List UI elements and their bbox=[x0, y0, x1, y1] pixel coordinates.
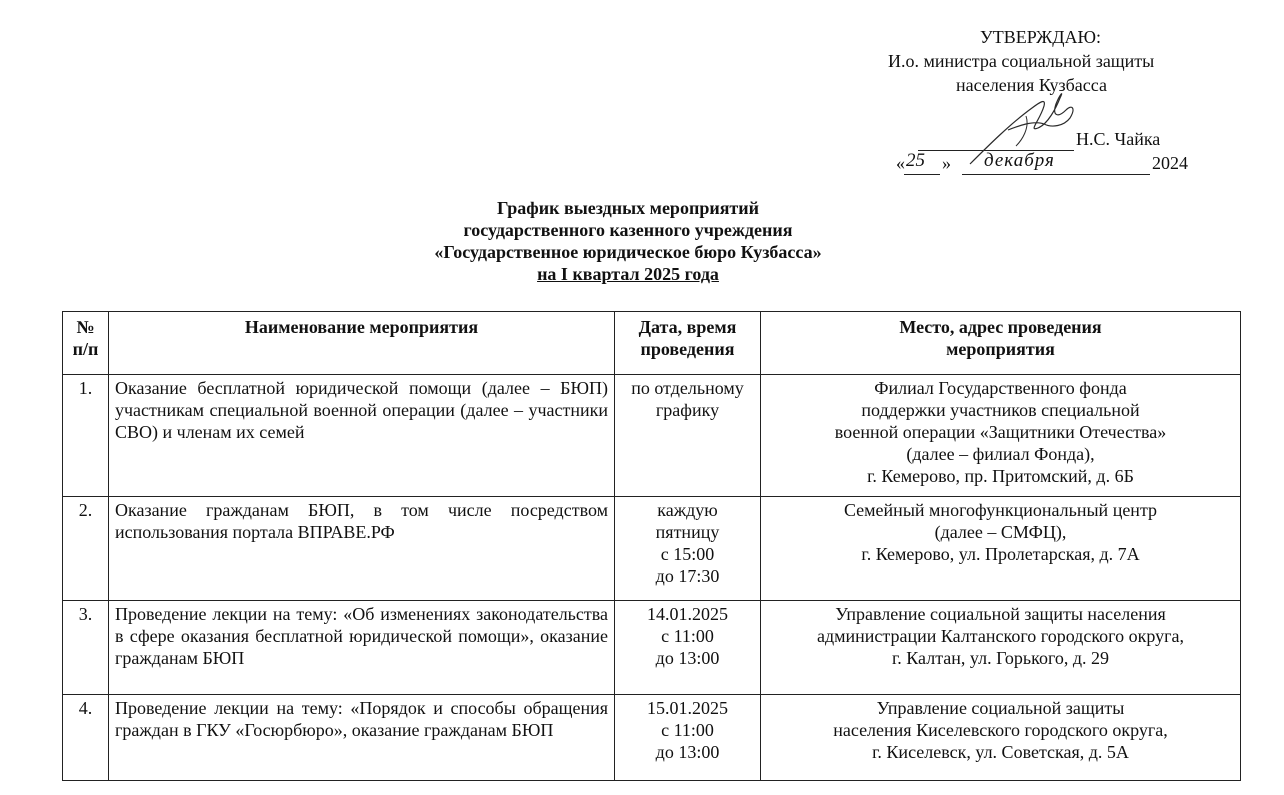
row-date bbox=[615, 601, 761, 695]
header-date bbox=[615, 312, 761, 375]
heading-line1: График выездных мероприятий bbox=[496, 198, 760, 218]
row-event-name: Оказание гражданам БЮП, в том числе посредством использования портала ВПРАВЕ.РФ bbox=[109, 497, 615, 601]
date-quote-open: « bbox=[896, 153, 905, 173]
row-num: 2. bbox=[63, 497, 109, 601]
row-date-line: по отдельному bbox=[631, 378, 744, 398]
row-place-line: Управление социальной защиты населения bbox=[835, 604, 1166, 624]
heading-line4: на I квартал 2025 года bbox=[537, 264, 719, 284]
row-date bbox=[615, 695, 761, 781]
row-place-line: администрации Калтанского городского округа, bbox=[817, 626, 1184, 646]
row-date bbox=[615, 497, 761, 601]
row-place-line: поддержки участников специальной bbox=[861, 400, 1140, 420]
table-row bbox=[63, 601, 1241, 695]
date-day-underline bbox=[904, 174, 940, 175]
approval-title: УТВЕРЖДАЮ: bbox=[980, 27, 1102, 47]
row-date-line: 14.01.2025 bbox=[647, 604, 728, 624]
row-date-line: до 13:00 bbox=[655, 742, 720, 762]
row-place bbox=[761, 695, 1241, 781]
header-place-line2: мероприятия bbox=[946, 339, 1055, 359]
approver-role-line2: населения Кузбасса bbox=[956, 75, 1107, 95]
row-place-line: Филиал Государственного фонда bbox=[874, 378, 1127, 398]
table-row bbox=[63, 497, 1241, 601]
approval-date-month: декабря bbox=[984, 150, 1055, 171]
row-num: 1. bbox=[63, 375, 109, 497]
approval-date-day: 25 bbox=[906, 150, 925, 171]
row-date-line: с 15:00 bbox=[660, 544, 715, 564]
approver-name: Н.С. Чайка bbox=[1076, 129, 1161, 149]
heading-line2: государственного казенного учреждения bbox=[463, 220, 793, 240]
row-num: 4. bbox=[63, 695, 109, 781]
table-row bbox=[63, 695, 1241, 781]
header-name-text: Наименование мероприятия bbox=[244, 317, 479, 337]
date-quote-close: » bbox=[942, 153, 951, 173]
row-date-line: до 13:00 bbox=[655, 648, 720, 668]
row-place-line: Семейный многофункциональный центр bbox=[843, 500, 1158, 520]
row-date-line: каждую bbox=[657, 500, 718, 520]
row-place-line: г. Калтан, ул. Горького, д. 29 bbox=[891, 648, 1110, 668]
row-place-line: г. Кемерово, пр. Притомский, д. 6Б bbox=[867, 466, 1134, 486]
row-date bbox=[615, 375, 761, 497]
header-num-line2: п/п bbox=[72, 339, 99, 359]
header-num bbox=[63, 312, 109, 375]
row-place-line: (далее – филиал Фонда), bbox=[906, 444, 1095, 464]
table-header-row bbox=[63, 312, 1241, 375]
row-date-line: 15.01.2025 bbox=[647, 698, 728, 718]
header-place-line1: Место, адрес проведения bbox=[899, 317, 1102, 337]
row-place-line: военной операции «Защитники Отечества» bbox=[834, 422, 1167, 442]
row-place bbox=[761, 375, 1241, 497]
row-event-name: Проведение лекции на тему: «Об изменениях законодательства в сфере оказания бесплатной юридической помощи», оказание гражданам БЮП bbox=[109, 601, 615, 695]
row-event-name: Проведение лекции на тему: «Порядок и способы обращения граждан в ГКУ «Госюрбюро», оказание гражданам БЮП bbox=[109, 695, 615, 781]
row-place-line: населения Киселевского городского округа, bbox=[833, 720, 1168, 740]
row-place-line: г. Киселевск, ул. Советская, д. 5А bbox=[872, 742, 1129, 762]
heading-line3: «Государственное юридическое бюро Кузбасса» bbox=[434, 242, 822, 262]
header-date-line1: Дата, время bbox=[638, 317, 737, 337]
events-table bbox=[62, 311, 1241, 781]
row-date-line: с 11:00 bbox=[661, 626, 714, 646]
row-date-line: графику bbox=[655, 400, 720, 420]
date-month-underline bbox=[962, 174, 1150, 175]
row-date-line: с 11:00 bbox=[661, 720, 714, 740]
document-heading bbox=[0, 197, 1284, 285]
header-place bbox=[761, 312, 1241, 375]
approver-role-line1: И.о. министра социальной защиты bbox=[888, 51, 1155, 71]
row-date-line: пятницу bbox=[655, 522, 720, 542]
approval-date-year: 2024 bbox=[1152, 153, 1188, 173]
row-place bbox=[761, 601, 1241, 695]
row-place-line: (далее – СМФЦ), bbox=[934, 522, 1067, 542]
row-place-line: Управление социальной защиты bbox=[876, 698, 1125, 718]
row-place-line: г. Кемерово, ул. Пролетарская, д. 7А bbox=[861, 544, 1140, 564]
row-date-line: до 17:30 bbox=[655, 566, 720, 586]
header-name bbox=[109, 312, 615, 375]
row-place bbox=[761, 497, 1241, 601]
header-num-line1: № bbox=[76, 317, 95, 337]
table-row bbox=[63, 375, 1241, 497]
row-num: 3. bbox=[63, 601, 109, 695]
row-event-name: Оказание бесплатной юридической помощи (далее – БЮП) участникам специальной военной операции (далее – участники СВО) и членам их семей bbox=[109, 375, 615, 497]
header-date-line2: проведения bbox=[640, 339, 735, 359]
